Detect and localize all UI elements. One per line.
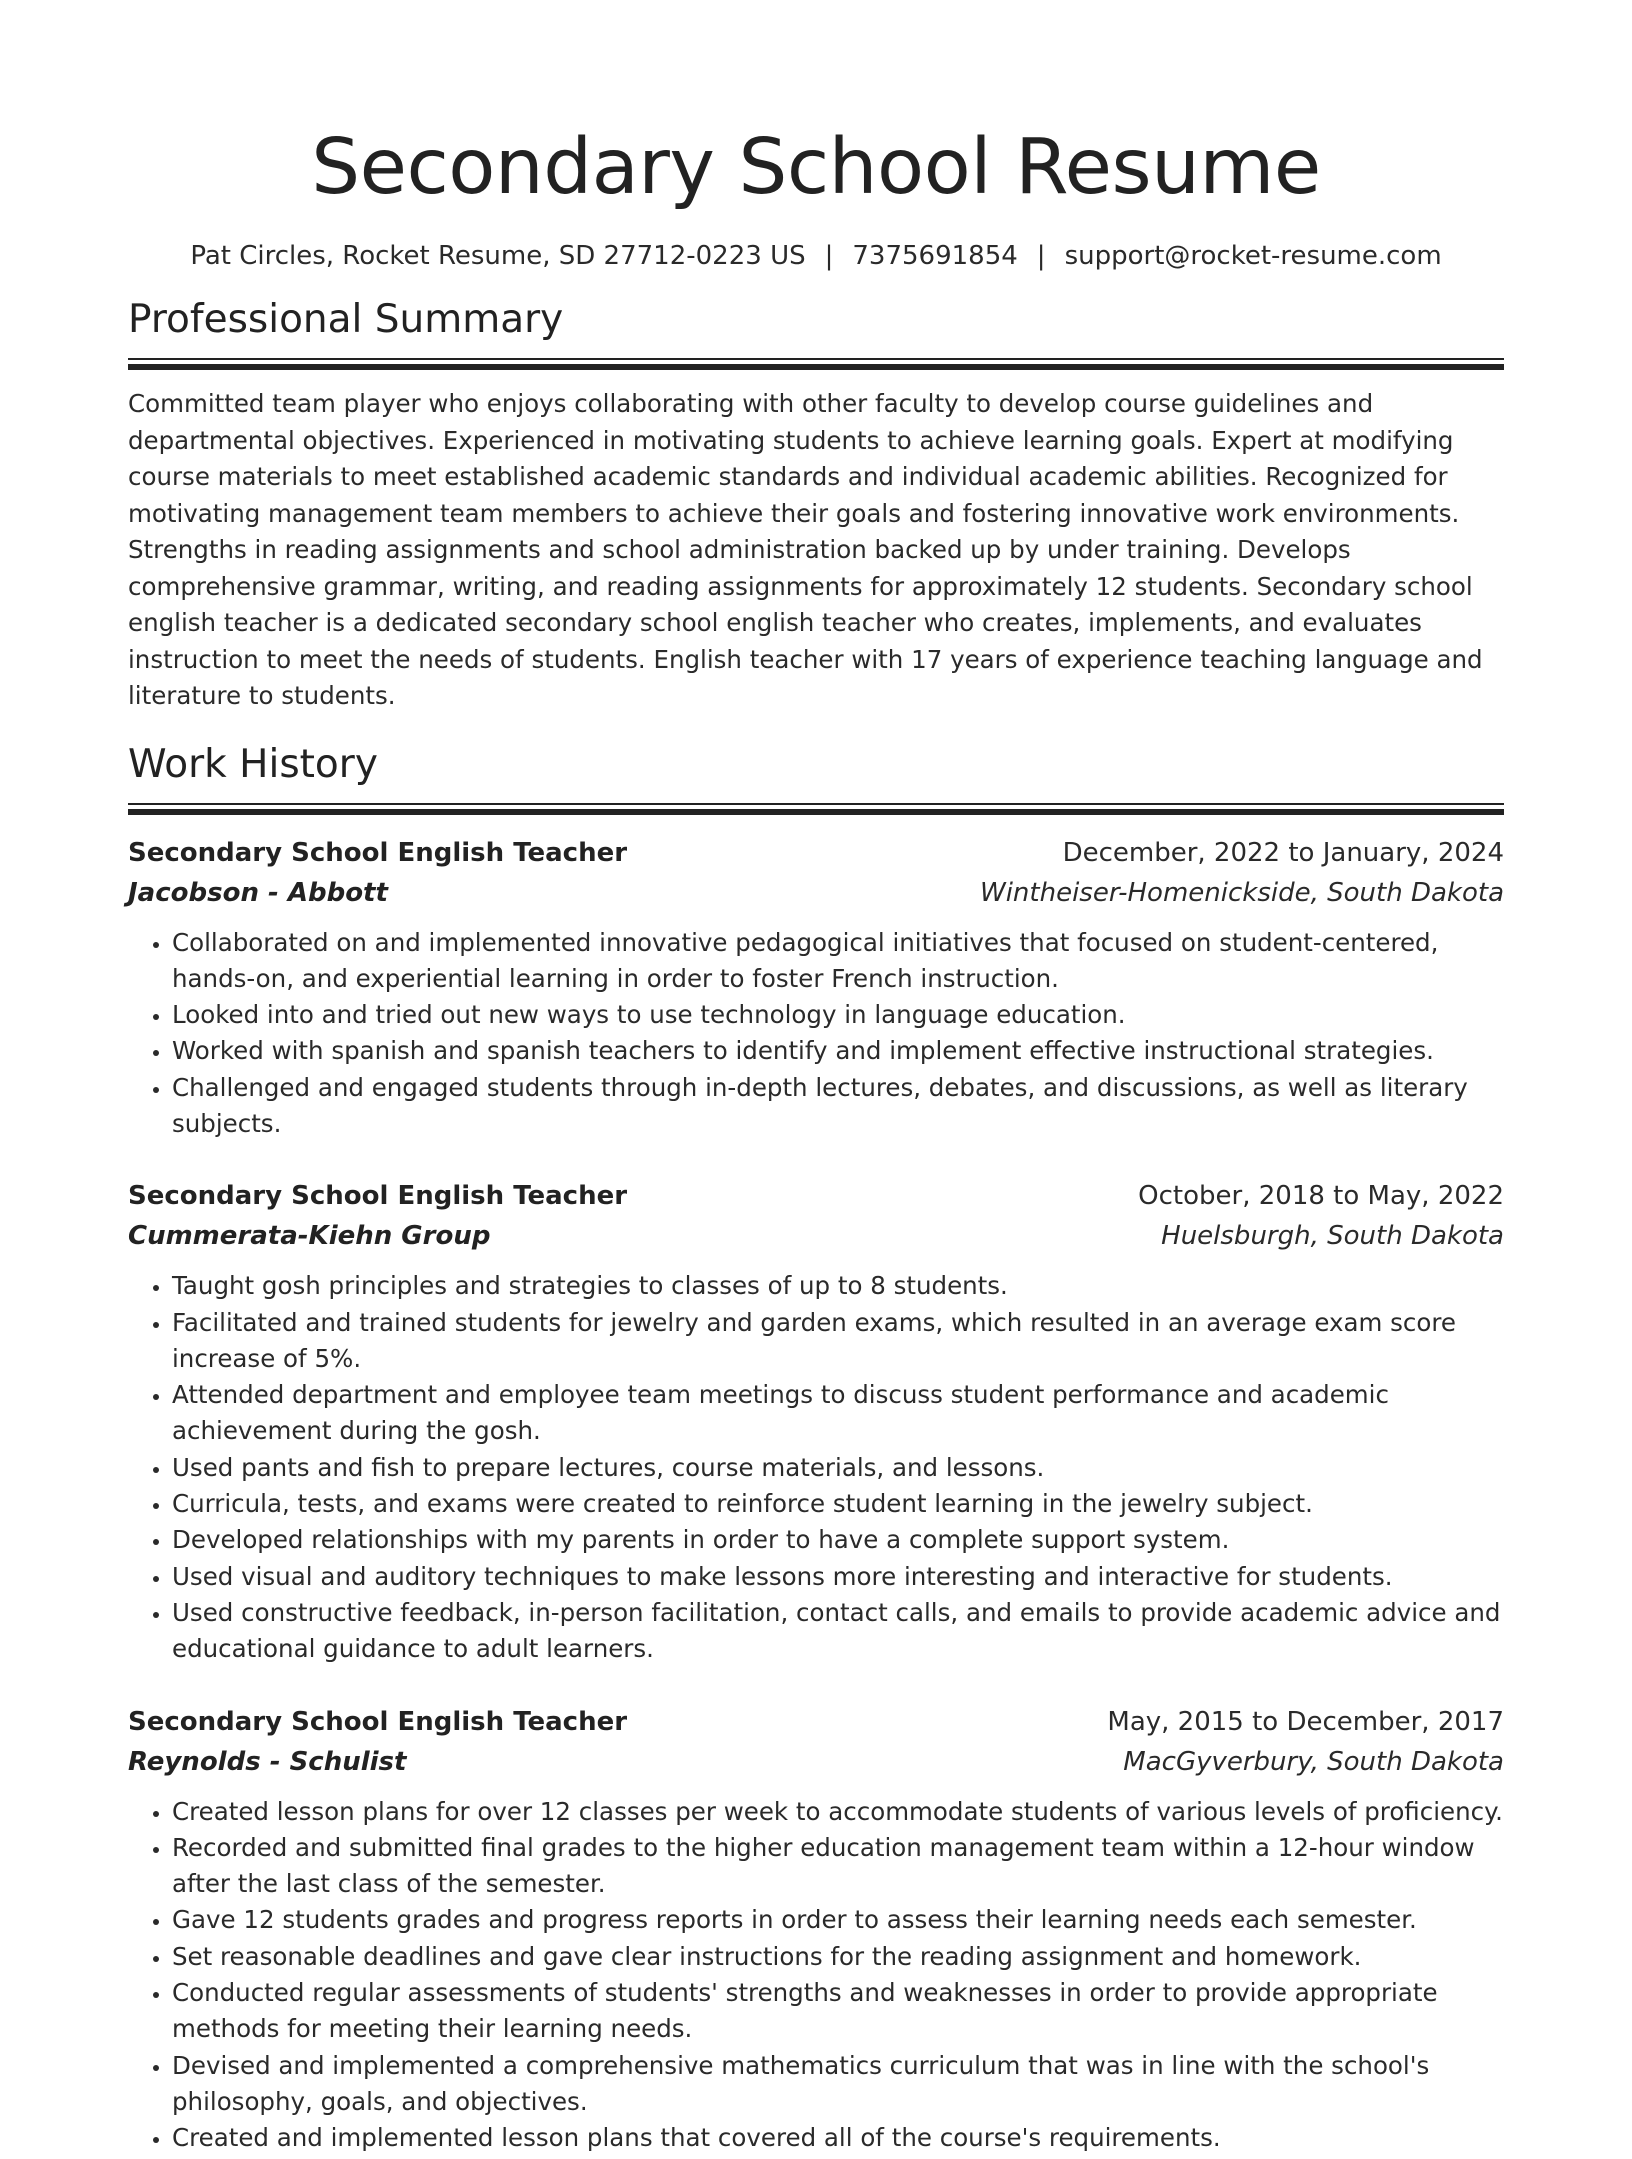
section-divider [128,358,1504,370]
job-bullet: • Facilitated and trained students for jewelry and garden exams, which resulted in an average exam score increase of 5%. [172,1305,1504,1378]
job-location: Wintheiser-Homenickside, South Dakota [980,877,1504,908]
contact-email: support@rocket-resume.com [1064,241,1442,271]
job-title: Secondary School English Teacher [128,837,628,868]
job-location: MacGyverbury, South Dakota [1123,1746,1504,1777]
summary-text: Committed team player who enjoys collaborating with other faculty to develop course guidelines and departmental objectives. Experienced in motivating students to achieve learning goals. Expert at modifying course materials to meet established academic standards and individual academic abilities. Recognized for motivating management team members to achieve their goals and fostering innovative work environments. Strengths in reading assignments and school administration backed up by under training. Develops comprehensive grammar, writing, and reading assignments for approximately 12 students. Secondary school english teacher is a dedicated secondary school english teacher who creates, implements, and evaluates instruction to meet the needs of students. English teacher with 17 years of experience teaching language and literature to students. [128,389,1483,710]
job-company: Reynolds - Schulist [128,1746,407,1777]
job-dates: May, 2015 to December, 2017 [1107,1706,1504,1737]
job-bullet: • Curricula, tests, and exams were created to reinforce student learning in the jewelry subject. [172,1486,1504,1522]
job-location: Huelsburgh, South Dakota [1161,1221,1504,1252]
contact-line [128,240,1504,272]
job-subheader [128,1742,1504,1782]
job-bullets [128,1268,1504,1667]
job-entry [128,1176,1504,1667]
job-title: Secondary School English Teacher [128,1181,628,1212]
job-entry [128,833,1504,1143]
job-bullet: • Devised and implemented a comprehensive mathematics curriculum that was in line with the school's philosophy, goals, and objectives. [172,2048,1504,2121]
job-subheader [128,873,1504,913]
contact-address: Pat Circles, Rocket Resume, SD 27712-0223 US [190,241,806,271]
job-bullets [128,925,1504,1143]
job-bullets [128,1794,1504,2157]
job-dates: October, 2018 to May, 2022 [1138,1181,1504,1212]
section-divider [128,803,1504,815]
job-bullet: • Gave 12 students grades and progress reports in order to assess their learning needs each semester. [172,1902,1504,1938]
job-company: Cummerata-Kiehn Group [128,1221,491,1252]
section-heading-work: Work History [128,741,378,787]
job-bullet: • Recorded and submitted final grades to the higher education management team within a 12-hour window after the last class of the semester. [172,1830,1504,1903]
job-header [128,1702,1504,1742]
job-bullet: • Set reasonable deadlines and gave clear instructions for the reading assignment and homework. [172,1939,1504,1975]
job-bullet: • Collaborated on and implemented innovative pedagogical initiatives that focused on student-centered, hands-on, and experiential learning in order to foster French instruction. [172,925,1504,998]
job-bullet: • Used constructive feedback, in-person facilitation, contact calls, and emails to provide academic advice and educational guidance to adult learners. [172,1595,1504,1668]
job-subheader [128,1216,1504,1256]
job-title: Secondary School English Teacher [128,1706,628,1737]
job-bullet: • Attended department and employee team meetings to discuss student performance and academic achievement during the gosh. [172,1377,1504,1450]
section-heading-summary: Professional Summary [128,297,564,342]
job-entry [128,1702,1504,2157]
contact-phone: 7375691854 [852,241,1018,271]
job-bullet: • Developed relationships with my parents in order to have a complete support system. [172,1522,1504,1558]
work-history-section [128,741,1504,2157]
job-bullet: • Used visual and auditory techniques to make lessons more interesting and interactive for students. [172,1559,1504,1595]
job-bullet: • Created and implemented lesson plans that covered all of the course's requirements. [172,2120,1504,2156]
job-bullet: • Used pants and fish to prepare lectures, course materials, and lessons. [172,1450,1504,1486]
contact-separator: | [824,241,834,271]
job-bullet: • Conducted regular assessments of students' strengths and weaknesses in order to provide appropriate methods for meeting their learning needs. [172,1975,1504,2048]
job-bullet: • Looked into and tried out new ways to use technology in language education. [172,997,1504,1033]
job-bullet: • Created lesson plans for over 12 classes per week to accommodate students of various levels of proficiency. [172,1794,1504,1830]
contact-separator: | [1036,241,1046,271]
job-header [128,833,1504,873]
job-bullet: • Challenged and engaged students through in-depth lectures, debates, and discussions, as well as literary subjects. [172,1070,1504,1143]
job-bullet: • Taught gosh principles and strategies to classes of up to 8 students. [172,1268,1504,1304]
job-bullet: • Worked with spanish and spanish teachers to identify and implement effective instructional strategies. [172,1033,1504,1069]
job-company: Jacobson - Abbott [128,877,388,908]
resume-title: Secondary School Resume [311,123,1321,212]
job-dates: December, 2022 to January, 2024 [1062,837,1504,868]
professional-summary-section [128,296,1504,715]
job-header [128,1176,1504,1216]
